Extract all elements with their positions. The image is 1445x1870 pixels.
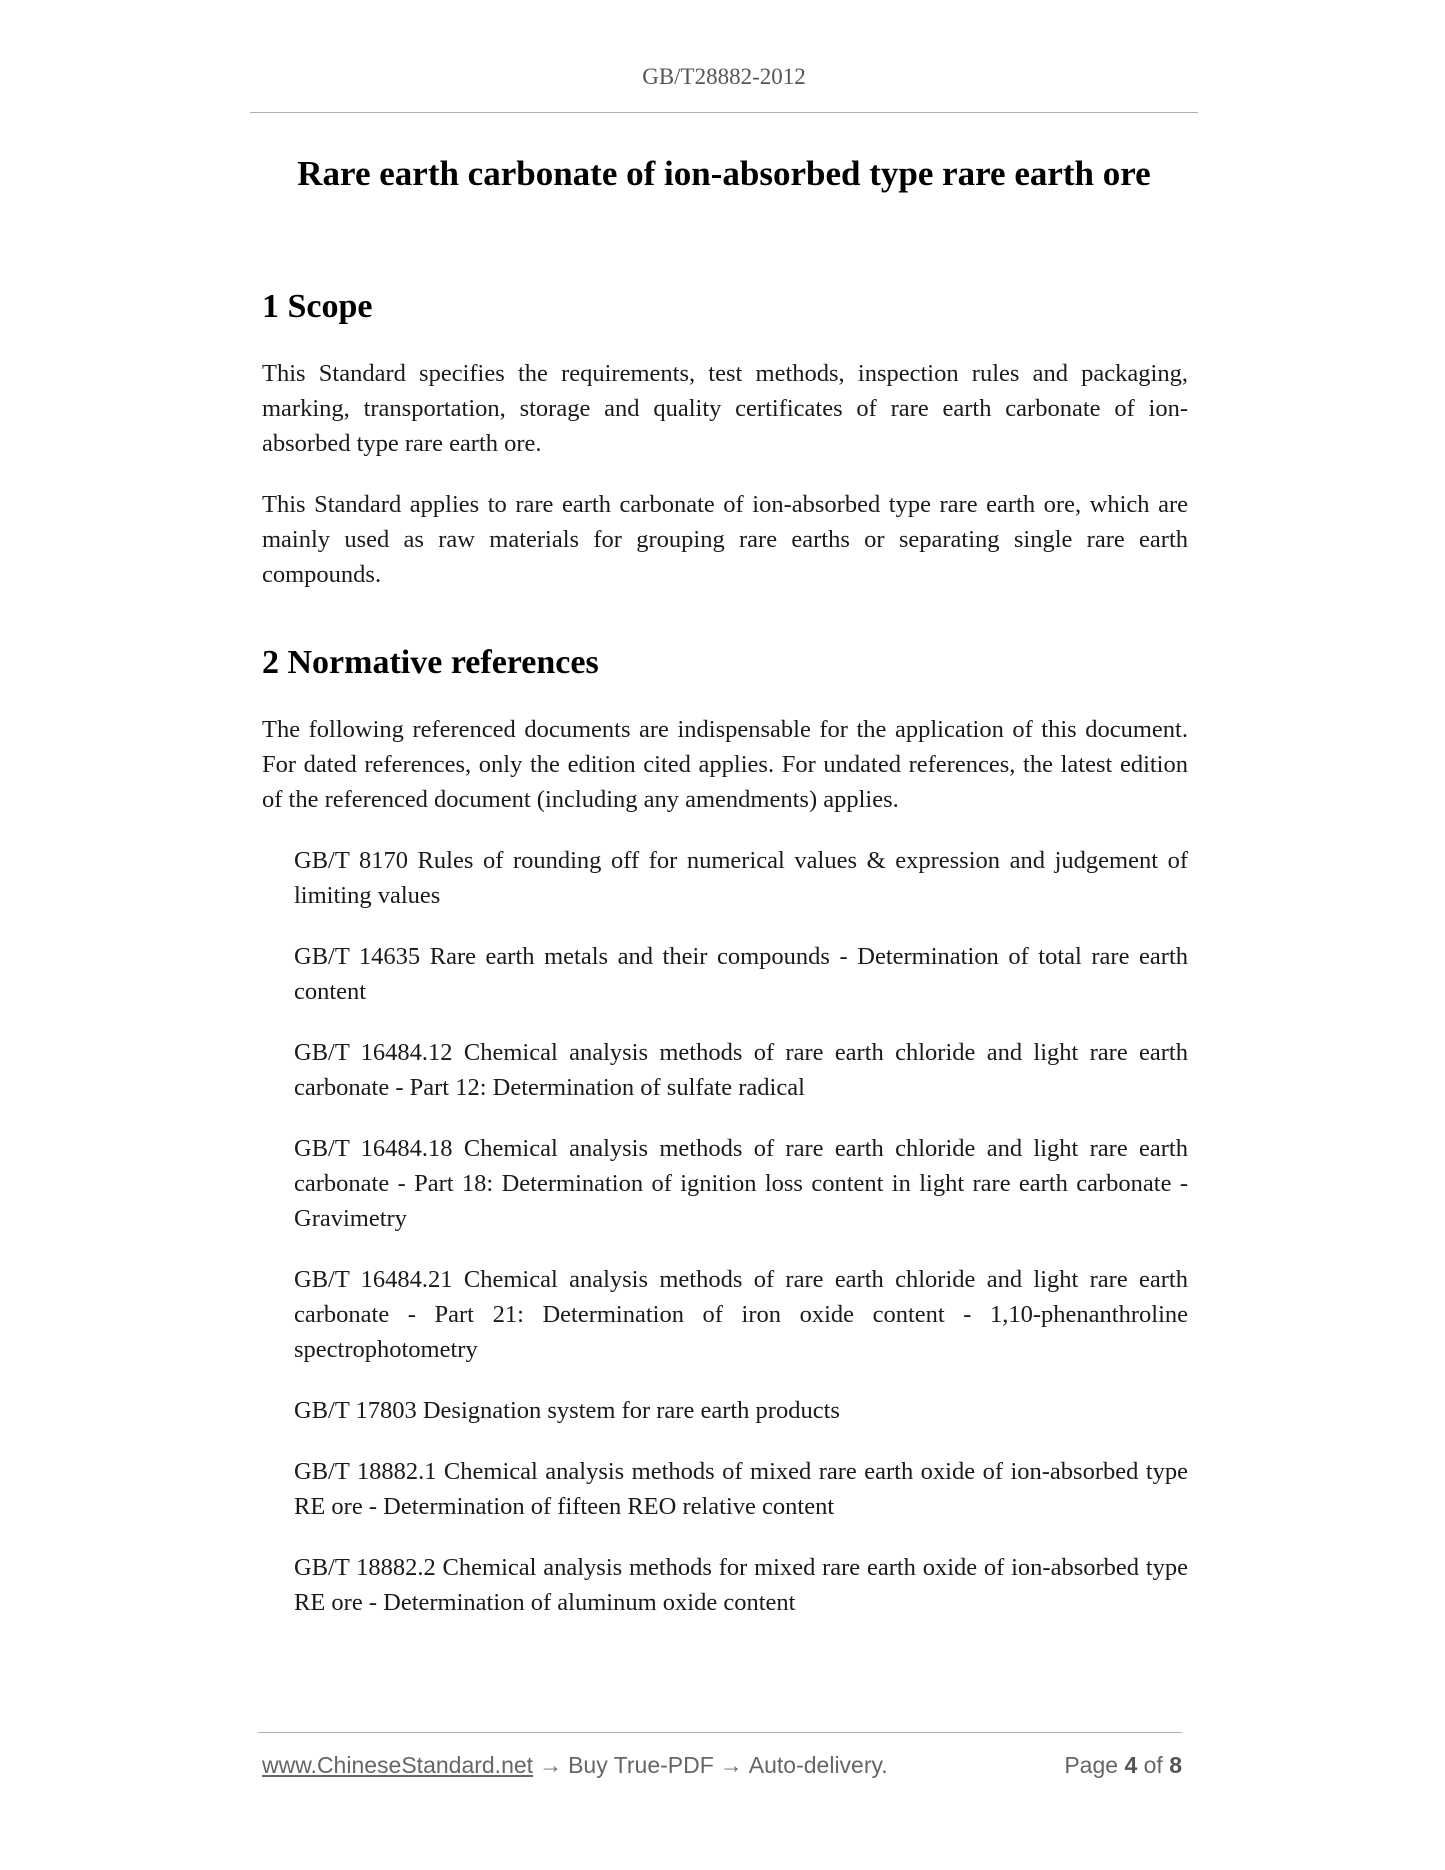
page-header-doc-code: GB/T28882-2012: [642, 64, 806, 89]
reference-list: [262, 843, 1188, 1620]
scope-paragraph: This Standard specifies the requirements, test methods, inspection rules and packaging, marking, transportation, storage and quality certificates of rare earth carbonate of ion-absorbed type rare earth ore.: [262, 360, 1188, 457]
page-number: [1064, 1752, 1182, 1779]
chinesestandard-link[interactable]: www.ChineseStandard.net: [262, 1752, 534, 1778]
page-label: Page: [1064, 1752, 1119, 1778]
page-footer: [262, 1752, 1182, 1786]
reference-item: GB/T 18882.1 Chemical analysis methods of mixed rare earth oxide of ion-absorbed type RE ore - Determination of fifteen REO relative content: [294, 1458, 1188, 1520]
reference-item: GB/T 16484.12 Chemical analysis methods of rare earth chloride and light rare earth carbonate - Part 12: Determination of sulfate radical: [294, 1039, 1188, 1101]
footer-divider: [258, 1732, 1182, 1733]
normative-references-section: [262, 644, 1188, 1646]
scope-heading: 1 Scope: [262, 288, 373, 325]
normative-references-heading: 2 Normative references: [262, 644, 599, 681]
scope-paragraph: This Standard applies to rare earth carbonate of ion-absorbed type rare earth ore, which are mainly used as raw materials for grouping rare earths or separating single rare earth compounds.: [262, 491, 1188, 588]
header-divider: [250, 112, 1198, 113]
reference-item: GB/T 17803 Designation system for rare earth products: [294, 1397, 840, 1424]
page-total: 8: [1169, 1752, 1182, 1778]
footer-promo: [262, 1752, 888, 1779]
normative-intro-paragraph: The following referenced documents are indispensable for the application of this document. For dated references, only the edition cited applies. For undated references, the latest edition of the referenced document (including any amendments) applies.: [262, 716, 1188, 813]
buy-true-pdf-text: Buy True-PDF: [568, 1752, 714, 1778]
arrow-right-icon: →: [539, 1752, 563, 1778]
reference-item: GB/T 8170 Rules of rounding off for numerical values & expression and judgement of limiting values: [294, 847, 1188, 909]
page-current: 4: [1124, 1752, 1138, 1778]
reference-item: GB/T 16484.21 Chemical analysis methods of rare earth chloride and light rare earth carbonate - Part 21: Determination of iron oxide content - 1,10-phenanthroline spectrophotometry: [294, 1266, 1188, 1363]
reference-item: GB/T 14635 Rare earth metals and their compounds - Determination of total rare earth content: [294, 943, 1188, 1005]
arrow-right-icon: →: [719, 1752, 743, 1778]
auto-delivery-text: Auto-delivery.: [748, 1752, 888, 1778]
document-title: Rare earth carbonate of ion-absorbed type rare earth ore: [297, 154, 1151, 193]
page-of-label: of: [1143, 1752, 1163, 1778]
reference-item: GB/T 18882.2 Chemical analysis methods for mixed rare earth oxide of ion-absorbed type RE ore - Determination of aluminum oxide content: [294, 1554, 1188, 1616]
scope-section: [262, 288, 1188, 592]
reference-item: GB/T 16484.18 Chemical analysis methods of rare earth chloride and light rare earth carbonate - Part 18: Determination of ignition loss content in light rare earth carbonate - Gravimetry: [294, 1135, 1188, 1232]
